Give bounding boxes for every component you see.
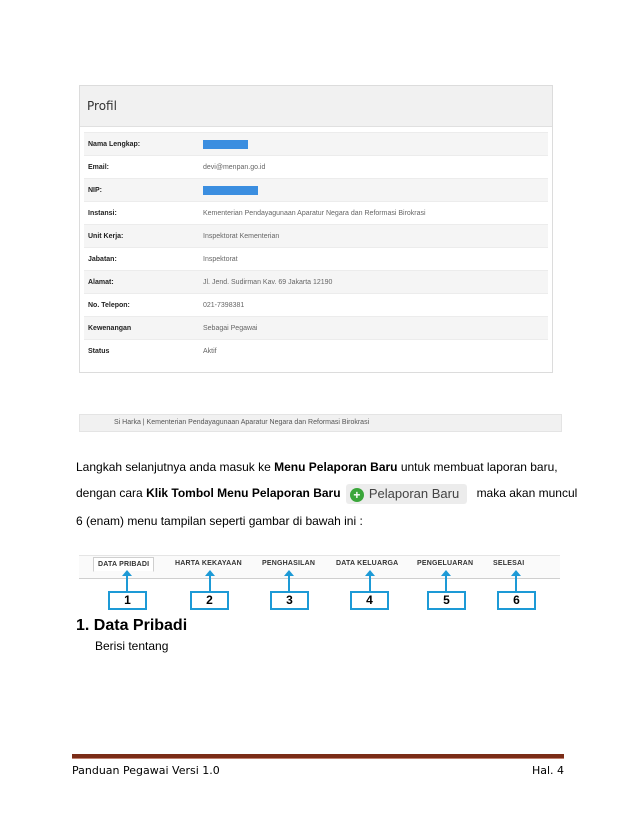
section-heading: 1. Data Pribadi <box>76 617 188 634</box>
row-label: Alamat: <box>88 278 114 286</box>
pelaporan-baru-button[interactable] <box>346 484 467 504</box>
profile-row <box>84 270 548 293</box>
row-label: Nama Lengkap: <box>88 140 141 148</box>
tab-penghasilan[interactable]: PENGHASILAN <box>262 560 316 567</box>
arrow-up-icon <box>445 573 447 591</box>
profile-row <box>84 339 548 362</box>
profile-row <box>84 316 548 339</box>
profile-card <box>79 85 553 373</box>
arrow-up-icon <box>369 573 371 591</box>
button-label: Pelaporan Baru <box>368 486 460 501</box>
arrow-up-icon <box>288 573 290 591</box>
redaction-bar <box>203 186 258 195</box>
arrow-up-icon <box>209 573 211 591</box>
profile-row <box>84 155 548 178</box>
marker-2: 2 <box>190 591 229 610</box>
row-value: Kementerian Pendayagunaan Aparatur Negara dan Reformasi Birokrasi <box>203 209 426 217</box>
profile-row <box>84 132 548 155</box>
tab-data-pribadi[interactable]: DATA PRIBADI <box>93 557 154 572</box>
text: Langkah selanjutnya anda masuk ke <box>76 460 275 474</box>
redaction-bar <box>203 140 248 149</box>
footer-title: Panduan Pegawai Versi 1.0 <box>72 764 220 777</box>
tab-harta-kekayaan[interactable]: HARTA KEKAYAAN <box>175 560 242 567</box>
row-label: Status <box>88 347 110 355</box>
arrow-up-icon <box>515 573 517 591</box>
profile-row <box>84 293 548 316</box>
profile-title: Profil <box>80 86 552 127</box>
row-label: Kewenangan <box>88 324 132 332</box>
row-value: Aktif <box>203 347 217 355</box>
menu-tabs <box>79 555 560 579</box>
profile-rows <box>84 132 548 362</box>
marker-3: 3 <box>270 591 309 610</box>
row-value: Inspektorat Kementerian <box>203 232 280 240</box>
arrow-up-icon <box>126 573 128 591</box>
app-footer-bar: Si Harka | Kementerian Pendayagunaan Aparatur Negara dan Reformasi Birokrasi <box>79 414 562 432</box>
row-value: Inspektorat <box>203 255 238 263</box>
marker-5: 5 <box>427 591 466 610</box>
profile-row <box>84 178 548 201</box>
marker-1: 1 <box>108 591 147 610</box>
text: dengan cara <box>76 485 147 500</box>
section-text: Berisi tentang <box>95 639 169 653</box>
text: maka akan muncul <box>476 485 578 500</box>
row-value: Jl. Jend. Sudirman Kav. 69 Jakarta 12190 <box>203 278 333 286</box>
profile-row <box>84 247 548 270</box>
row-value: 021-7398381 <box>203 301 245 309</box>
row-value: devi@menpan.go.id <box>203 163 266 171</box>
row-label: Unit Kerja: <box>88 232 124 240</box>
row-value-redacted <box>203 186 258 195</box>
footer-rule-thin <box>72 758 564 759</box>
bold-text: Klik Tombol Menu Pelaporan Baru <box>146 485 341 500</box>
row-value-redacted <box>203 140 248 149</box>
profile-row <box>84 201 548 224</box>
text: untuk membuat laporan baru, <box>397 460 558 474</box>
tab-pengeluaran[interactable]: PENGELUARAN <box>417 560 474 567</box>
row-label: Jabatan: <box>88 255 117 263</box>
row-value: Sebagai Pegawai <box>203 324 258 332</box>
profile-row <box>84 224 548 247</box>
page-number: Hal. 4 <box>531 764 564 777</box>
paragraph-2 <box>76 484 577 504</box>
row-label: Instansi: <box>88 209 117 217</box>
bold-text: Menu Pelaporan Baru <box>274 460 398 474</box>
paragraph-1 <box>76 460 558 474</box>
row-label: Email: <box>88 163 110 171</box>
plus-icon: + <box>350 488 364 502</box>
row-label: No. Telepon: <box>88 301 130 309</box>
marker-4: 4 <box>350 591 389 610</box>
tab-data-keluarga[interactable]: DATA KELUARGA <box>336 560 399 567</box>
paragraph-3: 6 (enam) menu tampilan seperti gambar di bawah ini : <box>76 514 363 528</box>
marker-6: 6 <box>497 591 536 610</box>
row-label: NIP: <box>88 186 102 194</box>
tab-selesai[interactable]: SELESAI <box>493 560 525 567</box>
